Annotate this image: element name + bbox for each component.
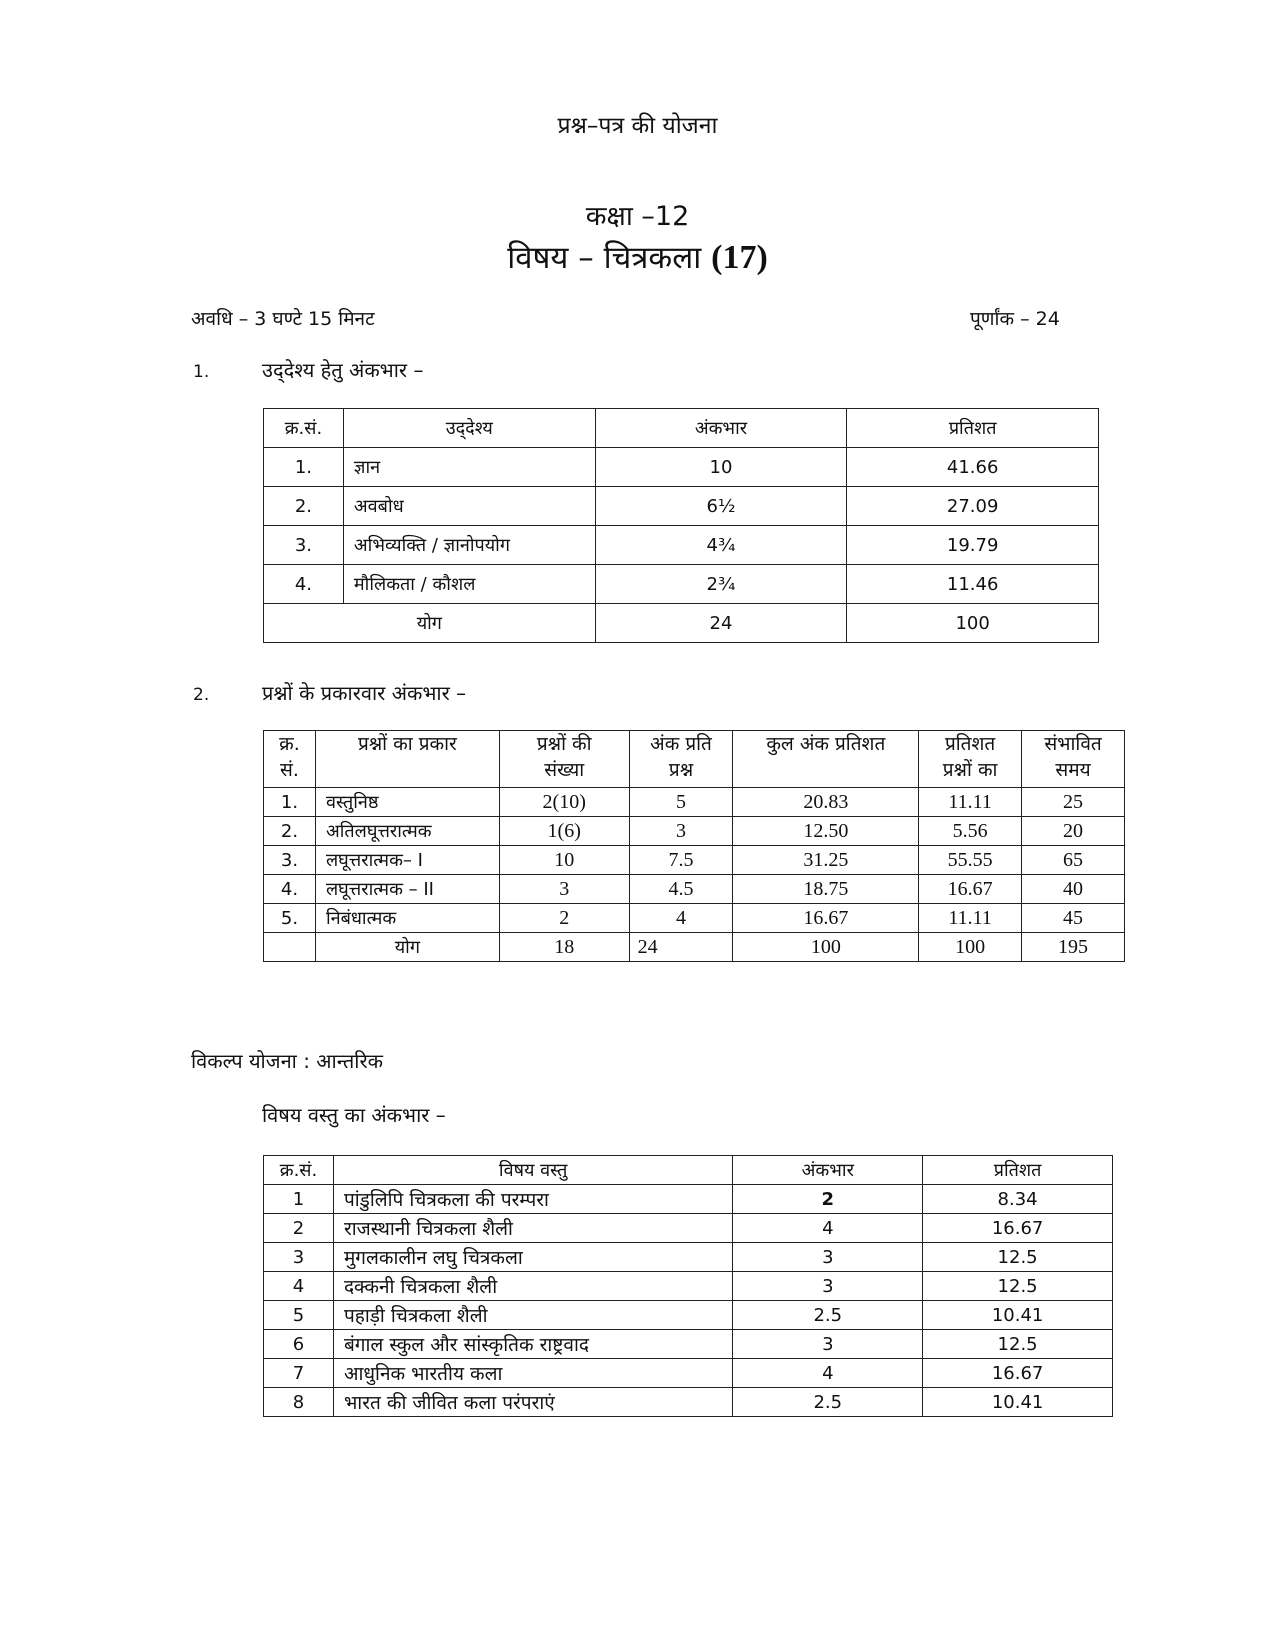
cell-marks: 2.5 [733,1301,923,1330]
cell-type: लघूत्तरात्मक – II [315,875,499,904]
table-row [264,1330,1113,1359]
cell-empty [264,933,316,962]
cell-count: 1(6) [499,817,629,846]
cell-marks: 10 [595,448,847,487]
header-objective: उद्‌देश्य [343,409,595,448]
cell-objective: ज्ञान [343,448,595,487]
document-title: प्रश्न–पत्र की योजना [557,113,718,139]
header-total-marks-percent: कुल अंक प्रतिशत [733,731,919,788]
header-sn: क्र. सं. [264,731,316,788]
cell-percent: 41.66 [847,448,1099,487]
cell-total-percent: 20.83 [733,788,919,817]
cell-sn: 2. [264,487,344,526]
cell-sn: 2 [264,1214,334,1243]
header-expected-time: संभावित समय [1022,731,1125,788]
cell-marks: 3 [733,1243,923,1272]
section1-number: 1. [193,362,210,382]
header-question-count: प्रश्नों की संख्या [499,731,629,788]
table-row [264,1185,1113,1214]
cell-time: 20 [1022,817,1125,846]
subject-label: विषय – चित्रकला [507,240,702,276]
cell-count: 10 [499,846,629,875]
total-percent: 100 [847,604,1099,643]
class-title: कक्षा –12 [585,201,690,232]
cell-percent: 27.09 [847,487,1099,526]
cell-percent: 16.67 [923,1214,1113,1243]
table-row [264,1214,1113,1243]
table-total-row [264,933,1125,962]
cell-type: वस्तुनिष्ठ [315,788,499,817]
cell-sn: 1. [264,448,344,487]
table-row [264,788,1125,817]
cell-marks: 4¾ [595,526,847,565]
table-row [264,1301,1113,1330]
cell-sn: 7 [264,1359,334,1388]
cell-total-percent: 31.25 [733,846,919,875]
total-marks: 24 [629,933,733,962]
cell-content: दक्कनी चित्रकला शैली [333,1272,732,1301]
cell-objective: मौलिकता / कौशल [343,565,595,604]
cell-total-percent: 18.75 [733,875,919,904]
cell-marks: 6½ [595,487,847,526]
cell-marks: 4 [733,1214,923,1243]
cell-sn: 3. [264,526,344,565]
cell-content: पांडुलिपि चित्रकला की परम्परा [333,1185,732,1214]
cell-count: 2(10) [499,788,629,817]
cell-q-percent: 11.11 [919,788,1022,817]
cell-content: भारत की जीवित कला परंपराएं [333,1388,732,1417]
table-total-row [264,604,1099,643]
table-row [264,1359,1113,1388]
cell-sn: 3. [264,846,316,875]
section2-heading: प्रश्नों के प्रकारवार अंकभार – [262,681,467,705]
cell-type: अतिलघूत्तरात्मक [315,817,499,846]
cell-percent: 12.5 [923,1243,1113,1272]
cell-time: 65 [1022,846,1125,875]
cell-percent: 19.79 [847,526,1099,565]
cell-sn: 5. [264,904,316,933]
cell-sn: 4. [264,875,316,904]
table-row [264,448,1099,487]
cell-sn: 5 [264,1301,334,1330]
objective-weightage-table [263,408,1099,643]
cell-percent: 12.5 [923,1272,1113,1301]
header-percent: प्रतिशत [923,1156,1113,1185]
section3-heading: विषय वस्तु का अंकभार – [262,1103,446,1127]
cell-sn: 1. [264,788,316,817]
table-row [264,846,1125,875]
header-question-type: प्रश्नों का प्रकार [315,731,499,788]
cell-type: लघूत्तरात्मक– I [315,846,499,875]
cell-q-percent: 11.11 [919,904,1022,933]
cell-total-percent: 16.67 [733,904,919,933]
option-scheme: विकल्प योजना : आन्तरिक [191,1049,384,1073]
content-weightage-table [263,1155,1113,1417]
cell-count: 3 [499,875,629,904]
cell-content: बंगाल स्कुल और सांस्कृतिक राष्ट्रवाद [333,1330,732,1359]
cell-q-percent: 5.56 [919,817,1022,846]
cell-marks-each: 5 [629,788,733,817]
table-row [264,904,1125,933]
cell-marks: 3 [733,1272,923,1301]
table-row [264,487,1099,526]
cell-sn: 4. [264,565,344,604]
total-count: 18 [499,933,629,962]
cell-sn: 4 [264,1272,334,1301]
header-marks: अंकभार [733,1156,923,1185]
table-header-row [264,1156,1113,1185]
cell-percent: 8.34 [923,1185,1113,1214]
cell-sn: 8 [264,1388,334,1417]
table-header-row [264,409,1099,448]
cell-count: 2 [499,904,629,933]
cell-objective: अभिव्यक्ति / ज्ञानोपयोग [343,526,595,565]
total-marks: 24 [595,604,847,643]
table-row [264,526,1099,565]
cell-sn: 1 [264,1185,334,1214]
cell-objective: अवबोध [343,487,595,526]
subject-code: (17) [711,239,768,276]
section2-number: 2. [193,685,210,705]
total-label: योग [264,604,596,643]
cell-q-percent: 16.67 [919,875,1022,904]
cell-marks: 2¾ [595,565,847,604]
question-type-table [263,730,1125,962]
cell-type: निबंधात्मक [315,904,499,933]
cell-content: आधुनिक भारतीय कला [333,1359,732,1388]
cell-marks: 4 [733,1359,923,1388]
table-row [264,875,1125,904]
cell-total-percent: 12.50 [733,817,919,846]
cell-q-percent: 55.55 [919,846,1022,875]
cell-percent: 10.41 [923,1388,1113,1417]
section1-heading: उद्‌देश्य हेतु अंकभार – [262,358,424,382]
total-q-percent: 100 [919,933,1022,962]
cell-content: राजस्थानी चित्रकला शैली [333,1214,732,1243]
header-content: विषय वस्तु [333,1156,732,1185]
table-row [264,1243,1113,1272]
header-marks: अंकभार [595,409,847,448]
total-total-percent: 100 [733,933,919,962]
cell-sn: 2. [264,817,316,846]
cell-marks-each: 4.5 [629,875,733,904]
total-time: 195 [1022,933,1125,962]
header-percent: प्रतिशत [847,409,1099,448]
table-row [264,1272,1113,1301]
cell-marks-each: 4 [629,904,733,933]
cell-marks: 2.5 [733,1388,923,1417]
cell-time: 25 [1022,788,1125,817]
cell-marks: 2 [733,1185,923,1214]
cell-content: पहाड़ी चित्रकला शैली [333,1301,732,1330]
header-question-percent: प्रतिशत प्रश्नों का [919,731,1022,788]
table-row [264,1388,1113,1417]
cell-percent: 12.5 [923,1330,1113,1359]
cell-time: 45 [1022,904,1125,933]
cell-marks-each: 3 [629,817,733,846]
header-sn: क्र.सं. [264,409,344,448]
table-row [264,817,1125,846]
cell-marks: 3 [733,1330,923,1359]
cell-sn: 6 [264,1330,334,1359]
cell-sn: 3 [264,1243,334,1272]
cell-marks-each: 7.5 [629,846,733,875]
cell-content: मुगलकालीन लघु चित्रकला [333,1243,732,1272]
header-marks-per-question: अंक प्रति प्रश्न [629,731,733,788]
cell-percent: 10.41 [923,1301,1113,1330]
cell-percent: 11.46 [847,565,1099,604]
duration: अवधि – 3 घण्टे 15 मिनट [191,308,375,330]
total-label: योग [315,933,499,962]
cell-percent: 16.67 [923,1359,1113,1388]
table-row [264,565,1099,604]
subject-title [0,236,1275,278]
full-marks: पूर्णांक – 24 [970,308,1060,330]
cell-time: 40 [1022,875,1125,904]
header-sn: क्र.सं. [264,1156,334,1185]
table-header-row [264,731,1125,788]
